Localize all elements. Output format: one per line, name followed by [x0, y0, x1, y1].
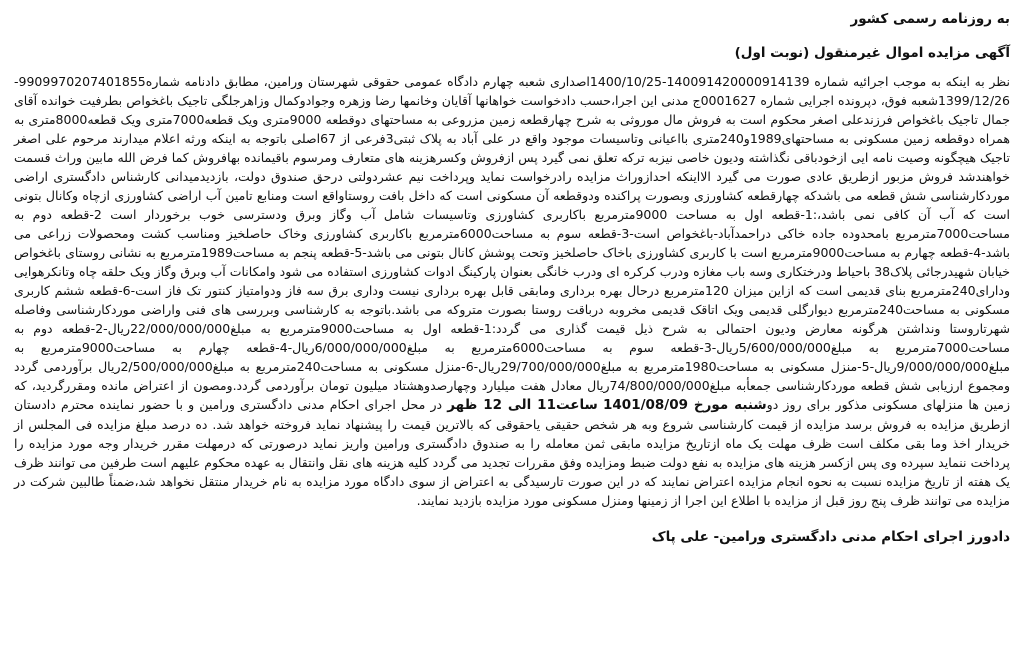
auction-date: شنبه مورخ 1401/08/09: [603, 397, 767, 413]
notice-body-part2: در محل اجرای احکام مدنی دادگستری ورامین و با حضور نماینده محترم دادستان ازطریق مزایده به فروش برسد مزایده از قیمت کارشناسی شروع وبه هر شخص حقیقی یاحقوقی که بالاترین قیمت را پیشنهاد نماید فروخته خواهد شد. ده درصد مبلغ مزایده فی المجلس از خریدار اخذ وما بقی مکلف است ظرف مهلت یک ماه ازتاریخ مزایده مابقی ثمن معامله را به صندوق دادگستری ورامین واریز نماید درصورتی که درمهلت مقرر خریدار وجه مورد مزایده را پرداخت ننماید سپرده وی پس ازکسر هزینه های مزایده به نفع دولت ضبط ومزایده وفق مقررات تجدید می گردد کلیه هزینه های نقل وانتقال به عهده محکوم علیهم است طرفین می توانند ظرف یک هفته از تاریخ مزایده نسبت به نحوه انجام مزایده اعتراض نمایند که در این صورت تارسیدگی به اعتراض از سوی دادگاه مورد مزایده به نام خریدار منتقل نخواهد شد،ضمناً طالبین شرکت در مزایده می توانند ظرف پنج روز قبل از مزایده با اطلاع این اجرا از زمینها ومنزل مسکونی مورد مزایده بازدید نمایند.: [14, 397, 1010, 508]
notice-title: آگهی مزایده اموال غیرمنقول (نوبت اول): [734, 45, 1010, 61]
notice-body-part1: نظر به اینکه به موجب اجرائیه شماره 140091420000914139-1400/10/25اصداری شعبه چهارم دادگاه عمومی حقوقی شهرستان ورامین، مطابق دادنامه شماره9909970207401855-1399/12/26شعبه فوق، دپرونده اجرایی شماره 0001627ج مدنی این اجرا،حسب دادخواست خواهانها آقایان وخانمها رضا وزهره وجوادوکمال وزاهرجلگی تاجیک باغخواص بطرفیت خوانده آقای جمال تاجیک باغخواص فرزندعلی اصغر محکوم است به فروش مال موروثی به شرح چهارقطعه زمین مزروعی به مساحتهای دوقطعه 9000متری ویک قطعه7000متری ویک قطعه8000متری به همراه دوقطعه زمین مسکونی به مساحتهای1989و240متری بااعیانی وتاسیسات موجود واقع در علی آباد به پلاک ثبتی3فرعی از 67اصلی باتوجه به اینکه ورثه اعلام میدارند مرحوم علی اصغر تاجیک هیچگونه وصیت نامه ایی ازخودباقی نگذاشته ودیون خاصی نیزبه ترکه تعلق نمی گیرد پس ازفروش وکسرهزینه های متعارف ومرسوم باقیمانده بهافروش کما فرض الله مابین وراث قسمت خواهندشد فروش مزبور ازطریق عادی صورت می گیرد الااینکه احدازوراث مزایده رادرخواست نماید وپرداخت نیم عشردولتی درحق صندوق دولت، بازدیدمیدانی کارشناس دادگستری اراضی موردکارشناسی شش قطعه می باشدکه چهارقطعه کشاورزی وبصورت پراکنده ودوقطعه آن مسکونی است که داخل بافت روستاواقع است ومنابع تامین آب اراضی کشاورزی ازچاه وکانال بتونی است که آب آن کافی نمی باشد،:1-قطعه اول به مساحت 9000مترمربع باکاربری کشاورزی وتاسیسات شامل آب وگاز وبرق ودسترسی خوب برخوردار است 2-قطعه دوم به مساحت7000مترمربع بامحدوده جاده خاکی دراحمدآباد-باغخواص است-3-قطعه سوم به مساحت6000مترمربع باکاربری کشاورزی وخاک حاصلخیز ومناسب کشت ومحصولات زراعی می باشد-4-قطعه چهارم به مساحت9000مترمربع است با کاربری کشاورزی باخاک حاصلخیز وتحت پوشش کانال بتونی می باشد-5-قطعه پنجم به مساحت1989مترمربع به نشانی روستای باغخواص خیابان شهیدرجائی پلاک38 باحیاط ودرختکاری وسه باب مغازه ودرب کرکره ای ودرب خانگی بعنوان پارکینگ ادوات کشاورزی استفاده می شود وامکانات آب وبرق وگاز ویک حلقه چاه وتانکرهوایی ودارای240مترمربع بنای قدیمی است که ازاین میزان 120مترمربع درحال بهره برداری ومابقی قابل بهره برداری نیست وداری برق سه فاز ودوامتیاز کنتور تک فاز است-6-قطعه ششم کاربری مسکونی به مساحت240مترمربع دیوارگلی قدیمی ویک اتاقک قدیمی مخروبه درباقت روستا بصورت متروکه می باشد.باتوجه به کارشناسی وبررسی های فنی واراضی موردکارشناسی وفاصله شهرتاروستا ونداشتن هرگونه معارض ودیون احتمالی به شرح ذیل قیمت گذاری می گردد:1-قطعه اول به مساحت9000مترمربع به مبلغ22/000/000/000ریال-2-قطعه دوم به مساحت7000مترمربع به مبلغ5/600/000/000ریال-3-قطعه سوم به مساحت6000مترمربع به مبلغ6/000/000/000ریال-4-قطعه چهارم به مساحت9000مترمربع به مبلغ9/000/000/000ریال-5-منزل مسکونی به مساحت1980مترمربع به مبلغ29/700/000/000ریال-6-منزل مسکونی به مساحت240مترمربع به مبلغ2/500/000/000ریال برآوردمی گردد ومجموع ارزیابی شش قطعه موردکارشناسی جمعأبه مبلغ74/800/000/000ریال معادل هفت میلیارد وچهارصدوهشتاد میلیون تومان برآوردمی گردد.ومصون از اعتراض مانده ومقررگردید، که زمین ها منزلهای مسکونی مذکور برای روز دو: [14, 74, 1011, 412]
publication-line: به روزنامه رسمی کشور: [850, 11, 1010, 27]
notice-body: [14, 72, 1010, 510]
signature-line: دادورز اجرای احکام مدنی دادگستری ورامین- علی پاک: [651, 529, 1010, 545]
auction-time: ساعت11 الی 12 ظهر: [447, 397, 598, 413]
